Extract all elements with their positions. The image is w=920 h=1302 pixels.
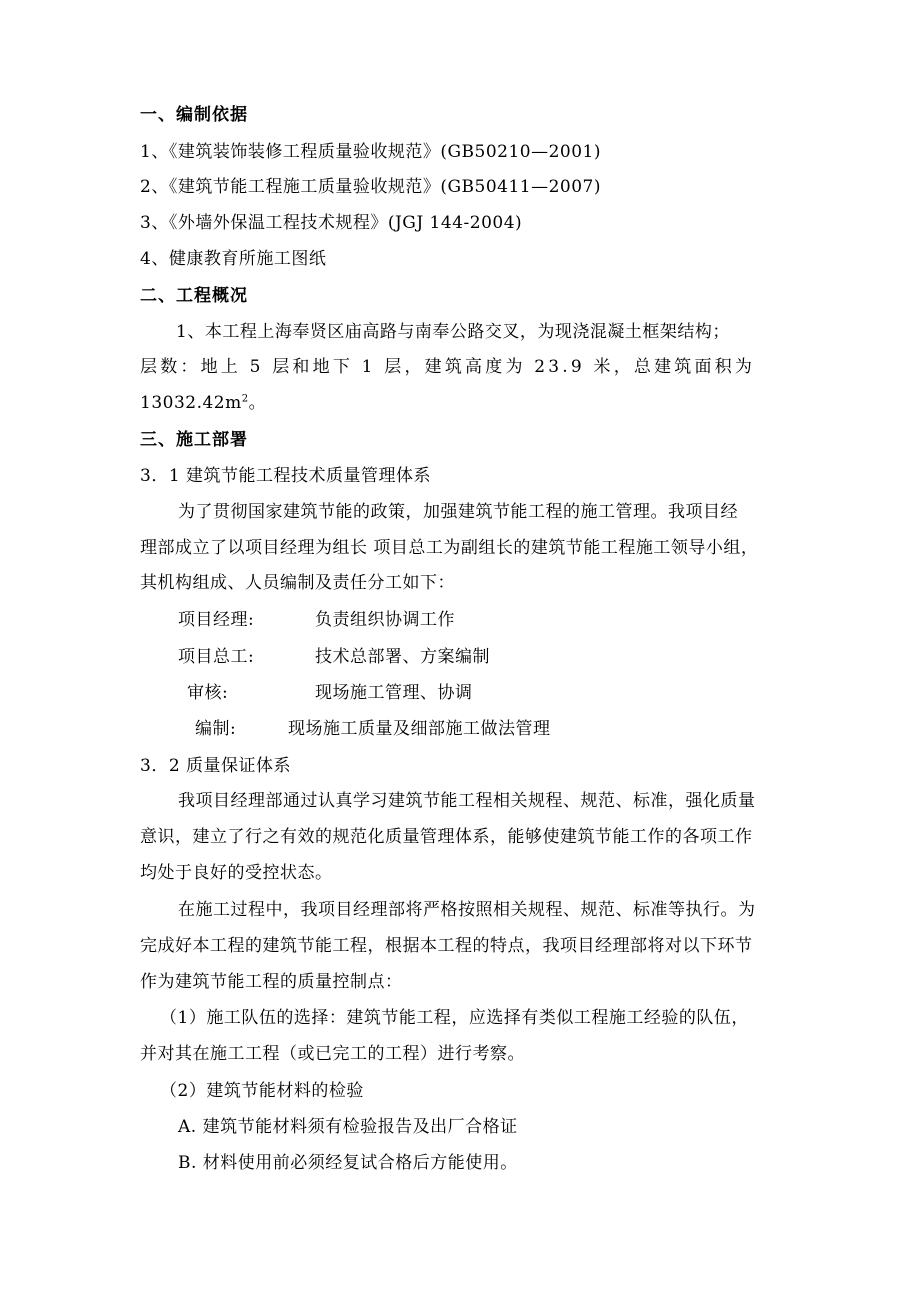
paragraph-line: 完成好本工程的建筑节能工程，根据本工程的特点，我项目经理部将对以下环节 (140, 936, 753, 956)
paragraph-line: 我项目经理部通过认真学习建筑节能工程相关规程、规范、标准，强化质量 (178, 791, 756, 811)
role-duty: 现场施工管理、协调 (315, 683, 473, 703)
section-heading: 三、施工部署 (140, 430, 248, 450)
paragraph-line: （2）建筑节能材料的检验 (160, 1081, 364, 1101)
paragraph-line: 理部成立了以项目经理为组长 项目总工为副组长的建筑节能工程施工领导小组， (140, 538, 759, 558)
reference-item: 1、《建筑装饰装修工程质量验收规范》(GB50210—2001) (140, 142, 601, 162)
list-item: A. 建筑节能材料须有检验报告及出厂合格证 (178, 1117, 518, 1137)
section-heading: 一、编制依据 (140, 105, 248, 125)
subsection-title: 3．1 建筑节能工程技术质量管理体系 (140, 466, 432, 486)
area-superscript: 2 (241, 393, 249, 405)
role-duty: 技术总部署、方案编制 (315, 647, 490, 667)
section-heading: 二、工程概况 (140, 286, 248, 306)
role-duty: 负责组织协调工作 (315, 610, 455, 630)
area-end: 。 (248, 393, 267, 413)
paragraph-line: 并对其在施工工程（或已完工的工程）进行考察。 (140, 1044, 525, 1064)
reference-item: 4、健康教育所施工图纸 (140, 249, 327, 269)
paragraph-line: 1、本工程上海奉贤区庙高路与南奉公路交叉，为现浇混凝土框架结构； (176, 322, 730, 342)
area-value: 13032.42m (140, 393, 242, 413)
paragraph-line: 均处于良好的受控状态。 (140, 863, 333, 883)
paragraph-line: 作为建筑节能工程的质量控制点： (140, 972, 403, 992)
paragraph-line: 其机构组成、人员编制及责任分工如下： (140, 573, 455, 593)
paragraph-line: 在施工过程中，我项目经理部将严格按照相关规程、规范、标准等执行。为 (178, 900, 756, 920)
paragraph-line: 意识，建立了行之有效的规范化质量管理体系，能够使建筑节能工作的各项工作 (140, 827, 753, 847)
area-line (140, 393, 266, 413)
role-label: 项目经理: (178, 610, 255, 630)
reference-item: 3、《外墙外保温工程技术规程》(JGJ 144-2004) (140, 213, 523, 233)
list-item: B. 材料使用前必须经复试合格后方能使用。 (178, 1153, 518, 1173)
role-label: 项目总工: (178, 647, 255, 667)
role-label: 审核: (187, 683, 229, 703)
role-duty: 现场施工质量及细部施工做法管理 (288, 719, 551, 739)
paragraph-line: 层数：地上 5 层和地下 1 层，建筑高度为 23.9 米，总建筑面积为 (140, 357, 756, 377)
reference-item: 2、《建筑节能工程施工质量验收规范》(GB50411—2007) (140, 177, 601, 197)
paragraph-line: 为了贯彻国家建筑节能的政策，加强建筑节能工程的施工管理。我项目经 (178, 502, 738, 522)
role-label: 编制: (195, 719, 237, 739)
paragraph-line: （1）施工队伍的选择：建筑节能工程，应选择有类似工程施工经验的队伍， (160, 1008, 749, 1028)
subsection-title: 3．2 质量保证体系 (140, 756, 292, 776)
